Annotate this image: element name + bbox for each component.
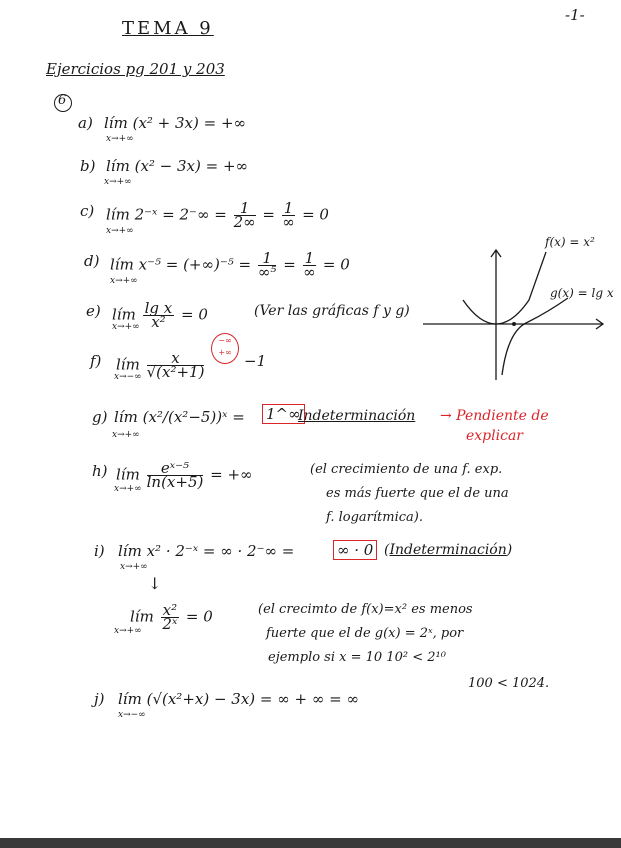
fraction: $\frac{\text{eˣ⁻⁵}}{\ln(x+5)}$	[146, 459, 204, 491]
expression: lím $\frac{\text{lg x}}{\text{x²}}$ = 0	[112, 299, 208, 331]
note-line-4: 100 < 1024.	[468, 676, 550, 691]
note: (Ver las gráficas f y g)	[254, 303, 410, 319]
fraction: $\frac{1}{\text{∞⁵}}$	[257, 249, 277, 281]
limit-subscript: x→+∞	[112, 322, 140, 332]
expression: lím (√(x²+x) − 3x) = ∞ + ∞ = ∞	[118, 690, 359, 708]
fraction: $\frac{\text{lg x}}{\text{x²}}$	[144, 299, 173, 331]
function-graph	[418, 230, 618, 390]
page-number: -1-	[565, 6, 585, 24]
expression: lím x⁻⁵ = (+∞)⁻⁵ = $\frac{1}{\text{∞⁵}}$ = $\frac{1}{\infty}$ = 0	[110, 249, 350, 281]
page-title: TEMA 9	[122, 18, 214, 39]
graph-label-g: g(x) = lg x	[550, 286, 614, 300]
limit-subscript: x→+∞	[112, 430, 140, 440]
boxed-result: ∞ · 0	[333, 540, 377, 560]
limit-subscript: x→+∞	[104, 177, 132, 187]
exercise-number: 6	[58, 93, 67, 108]
expression: lím (x² − 3x) = +∞	[106, 157, 249, 175]
red-note: → Pendiente de	[440, 408, 549, 424]
subtitle: Ejercicios pg 201 y 203	[46, 60, 225, 78]
limit-subscript: x→+∞	[114, 484, 142, 494]
limit-subscript: x→+∞	[106, 134, 134, 144]
fraction: $\frac{\text{x²}}{\text{2ˣ}}$	[162, 601, 178, 633]
red-note-2: explicar	[466, 428, 523, 444]
expression: lím (x² + 3x) = +∞	[104, 114, 247, 132]
curve-g	[502, 298, 568, 375]
note-line-2: es más fuerte que el de una	[326, 486, 509, 501]
indeterminate-label: (Indeterminación)	[384, 542, 513, 558]
limit-subscript: x→+∞	[110, 276, 138, 286]
notebook-page: -1- TEMA 9 Ejercicios pg 201 y 203 6 a) lím (x² + 3x) = +∞ x→+∞ b) lím (x² − 3x) = +∞ x→+∞ c) lím 2⁻ˣ = 2⁻∞ = $\frac{1}{2\infty}$ = $\frac{1}{\infty}$ = 0 x→+∞ d) lím x⁻⁵ = (+∞)⁻⁵ = $\frac{1}{\text{∞⁵}}$ = $\frac{1}{\infty}$ = 0 x→+∞ e) lím $\frac{\text{lg x}}{\text{x²}}$ = 0 x→+∞ (Ver las gráficas f y g) f(x) = x² g(x) = lg x f) lím $\frac{x}{\text{√(x²+1)}}$ x→−∞ −∞ +∞ −1 g) lím (x²/(x²−5))ˣ = x→+∞ 1^∞ Indeterminación → Pendiente de explicar h) lím $\frac{\text{eˣ⁻⁵}}{\ln(x+5)}$ = +∞ x→+∞ (el crecimiento de una f. exp. es más fuerte que el de una f. logarítmica). i) lím x² · 2⁻ˣ = ∞ · 2⁻∞ = x→+∞ ∞ · 0 (Indeterminación) ↓ lím $\frac{\text{x²}}{\text{2ˣ}}$ = 0 x→+∞ (el crecimto de f(x)=x² es menos fuerte que el de g(x) = 2ˣ, por ejemplo si x = 10 10² < 2¹⁰ 100 < 1024. j) lím (√(x²+x) − 3x) = ∞ + ∞ = ∞ x→−∞	[0, 0, 621, 848]
boxed-result: 1^∞	[262, 404, 305, 424]
note-line-1: (el crecimiento de una f. exp.	[310, 462, 503, 477]
note-line-1: (el crecimto de f(x)=x² es menos	[258, 602, 473, 617]
expression: lím $\frac{x}{\text{√(x²+1)}}$	[116, 349, 205, 381]
point-marker	[512, 322, 516, 326]
indeterminate-label: Indeterminación	[298, 408, 416, 424]
expression: lím 2⁻ˣ = 2⁻∞ = $\frac{1}{2\infty}$ = $\frac{1}{\infty}$ = 0	[106, 199, 329, 231]
note-line-3: ejemplo si x = 10 10² < 2¹⁰	[268, 650, 446, 665]
fraction: $\frac{1}{2\infty}$	[233, 199, 256, 231]
expression: lím x² · 2⁻ˣ = ∞ · 2⁻∞ =	[118, 542, 295, 560]
limit-subscript: x→+∞	[120, 562, 148, 572]
limit-subscript: x→+∞	[106, 226, 134, 236]
note-line-2: fuerte que el de g(x) = 2ˣ, por	[266, 626, 464, 641]
note-line-3: f. logarítmica).	[326, 510, 423, 525]
circled-indeterminate: −∞ +∞	[211, 333, 239, 364]
expression: lím (x²/(x²−5))ˣ =	[114, 408, 245, 426]
fraction: $\frac{1}{\infty}$	[282, 199, 295, 231]
curve-f	[463, 252, 546, 324]
graph-label-f: f(x) = x²	[545, 235, 595, 249]
down-arrow-icon: ↓	[148, 574, 162, 593]
scan-bottom-edge	[0, 838, 621, 848]
fraction: $\frac{1}{\infty}$	[303, 249, 316, 281]
result: −1	[244, 352, 267, 370]
limit-subscript: x→−∞	[118, 710, 146, 720]
fraction: $\frac{x}{\text{√(x²+1)}}$	[146, 349, 205, 381]
limit-subscript: x→+∞	[114, 626, 142, 636]
expression: lím $\frac{\text{eˣ⁻⁵}}{\ln(x+5)}$ = +∞	[116, 459, 253, 491]
sub-expression: lím $\frac{\text{x²}}{\text{2ˣ}}$ = 0	[130, 601, 213, 633]
limit-subscript: x→−∞	[114, 372, 142, 382]
